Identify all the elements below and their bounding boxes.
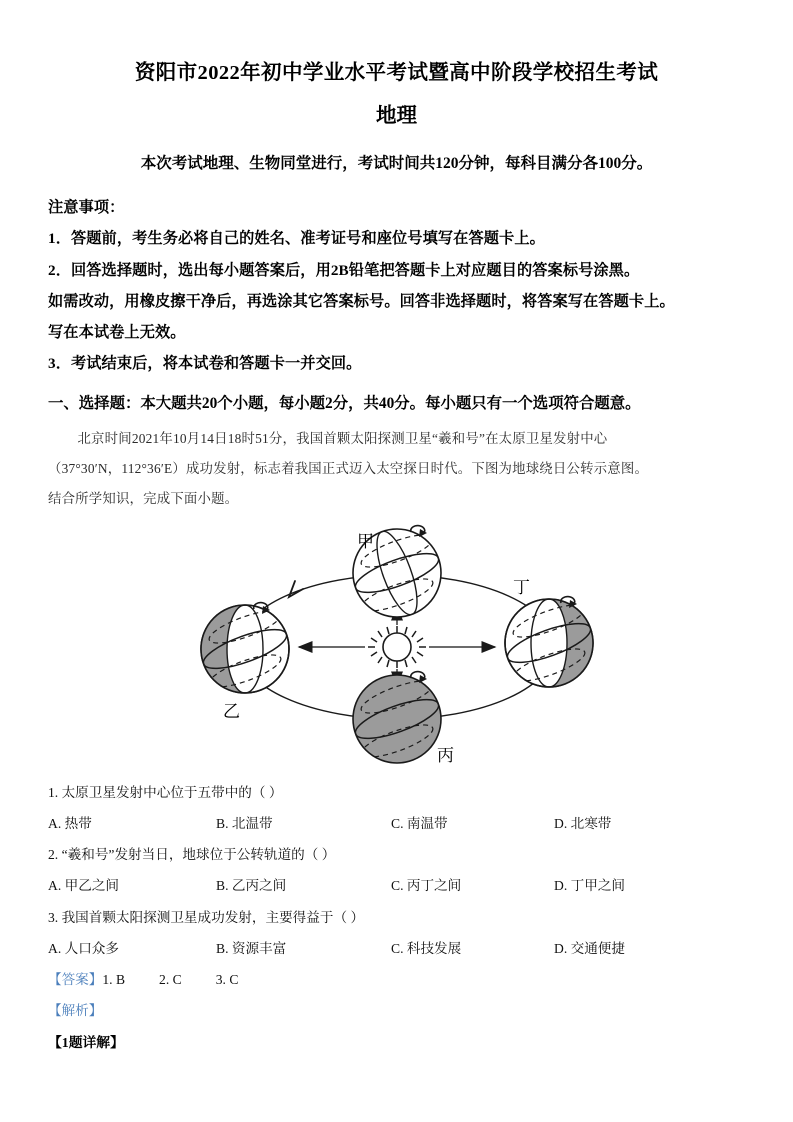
- analysis-line: [48, 995, 745, 1027]
- question-2-options: [48, 870, 745, 901]
- questions-block: [48, 777, 745, 1060]
- passage-line-2: （37°30′N，112°36′E）成功发射，标志着我国正式迈入太空探日时代。下图为地球绕日公转示意图。: [48, 461, 649, 477]
- answer-q3: 3. C: [215, 972, 239, 988]
- q3-option-a[interactable]: A. 人口众多: [48, 940, 119, 956]
- orbit-direction-arrow: [289, 581, 303, 597]
- earth-revolution-diagram: [48, 521, 745, 773]
- question-3-options: [48, 933, 745, 964]
- q3-option-c[interactable]: C. 科技发展: [391, 940, 462, 956]
- subject-title: 地理: [376, 104, 417, 127]
- answer-tag: 【答案】: [48, 972, 103, 988]
- q2-option-b[interactable]: B. 乙丙之间: [216, 878, 287, 894]
- label-yi: 乙: [222, 701, 240, 721]
- notice-item-2-cont2: 写在本试卷上无效。: [48, 323, 186, 341]
- question-3-stem: 3. 我国首颗太阳探测卫星成功发射，主要得益于（ ）: [48, 909, 365, 925]
- answer-line: [48, 964, 745, 995]
- earth-position-ding: [503, 578, 595, 687]
- label-ding: 丁: [512, 577, 530, 597]
- notice-heading: 注意事项：: [48, 199, 125, 217]
- earth-position-jia: [351, 525, 443, 619]
- earth-position-yi: [199, 602, 291, 720]
- q1-option-a[interactable]: A. 热带: [48, 815, 92, 831]
- notice-item-3: 3．考试结束后，将本试卷和答题卡一并交回。: [48, 355, 362, 373]
- question-1-stem: 1. 太原卫星发射中心位于五带中的（ ）: [48, 784, 283, 800]
- detail-heading-q1: 【1题详解】: [48, 1035, 124, 1051]
- notice-item-2-cont: 如需改动，用橡皮擦干净后，再选涂其它答案标号。回答非选择题时，将答案写在答题卡上。: [48, 292, 675, 310]
- q3-option-b[interactable]: B. 资源丰富: [216, 940, 287, 956]
- label-bing: 丙: [436, 745, 454, 765]
- diagram-svg: [197, 521, 597, 771]
- label-jia: 甲: [356, 531, 374, 551]
- page-title: 资阳市2022年初中学业水平考试暨高中阶段学校招生考试: [134, 62, 659, 84]
- q2-option-a[interactable]: A. 甲乙之间: [48, 878, 119, 894]
- exam-info-line: 本次考试地理、生物同堂进行，考试时间共120分钟，每科目满分各100分。: [140, 154, 653, 172]
- earth-position-bing: [351, 671, 454, 764]
- passage-block: [48, 420, 745, 514]
- q2-option-d[interactable]: D. 丁甲之间: [554, 878, 625, 894]
- question-1-options: [48, 808, 745, 839]
- q1-option-b[interactable]: B. 北温带: [216, 815, 273, 831]
- q2-option-c[interactable]: C. 丙丁之间: [391, 878, 462, 894]
- analysis-tag: 【解析】: [48, 1003, 103, 1019]
- q3-option-d[interactable]: D. 交通便捷: [554, 940, 625, 956]
- notice-block: [48, 192, 745, 379]
- passage-line-1: 北京时间2021年10月14日18时51分，我国首颗太阳探测卫星“羲和号”在太原卫星发射中心: [77, 431, 608, 447]
- notice-item-1: 1．答题前，考生务必将自己的姓名、准考证号和座位号填写在答题卡上。: [48, 230, 545, 248]
- answer-q1: 1. B: [102, 972, 126, 988]
- notice-item-2: 2．回答选择题时，选出每小题答案后，用2B铅笔把答题卡上对应题目的答案标号涂黑。: [48, 261, 640, 279]
- q1-option-c[interactable]: C. 南温带: [391, 815, 448, 831]
- q1-option-d[interactable]: D. 北寒带: [554, 815, 612, 831]
- answer-q2: 2. C: [159, 972, 182, 988]
- passage-line-3: 结合所学知识，完成下面小题。: [48, 491, 239, 507]
- sun-icon: [368, 626, 426, 668]
- question-2-stem: 2. “羲和号”发射当日，地球位于公转轨道的（ ）: [48, 847, 336, 863]
- section-heading: 一、选择题：本大题共20个小题，每小题2分，共40分。每小题只有一个选项符合题意。: [48, 395, 641, 413]
